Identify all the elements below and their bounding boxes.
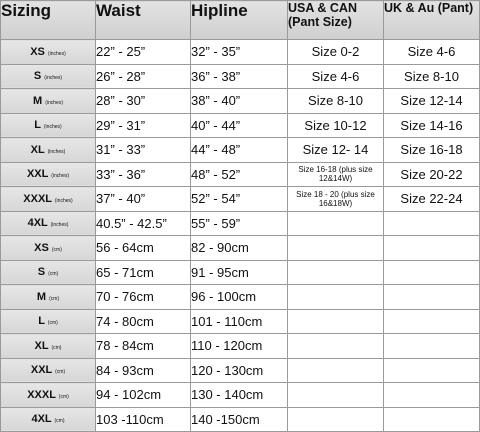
size-unit: (cm) — [51, 344, 62, 351]
size-unit: (inches) — [43, 124, 62, 131]
size-label-cell — [1, 138, 96, 163]
waist-cell: 56 - 64cm — [96, 236, 191, 261]
uk-au-cell: Size 14-16 — [384, 113, 480, 138]
waist-cell: 78 - 84cm — [96, 334, 191, 359]
waist-cell: 70 - 76cm — [96, 285, 191, 310]
usa-can-cell: Size 8-10 — [288, 89, 384, 114]
hipline-cell: 36” - 38” — [191, 64, 288, 89]
size-label: L — [34, 119, 41, 132]
hipline-cell: 110 - 120cm — [191, 334, 288, 359]
usa-can-cell — [288, 236, 384, 261]
size-label-cell — [1, 236, 96, 261]
size-label: XXXL — [23, 192, 52, 205]
uk-au-cell: Size 8-10 — [384, 64, 480, 89]
uk-au-cell — [384, 285, 480, 310]
size-label-cell — [1, 89, 96, 114]
size-label: XS — [34, 241, 49, 254]
hipline-cell: 52” - 54” — [191, 187, 288, 212]
size-label: S — [33, 70, 42, 83]
waist-cell: 22” - 25” — [96, 40, 191, 65]
size-label: XL — [34, 339, 49, 352]
uk-au-cell — [384, 334, 480, 359]
waist-cell: 84 - 93cm — [96, 358, 191, 383]
waist-cell: 40.5” - 42.5” — [96, 211, 191, 236]
table-row — [1, 285, 480, 310]
size-unit: (inches) — [50, 222, 69, 229]
hipline-cell: 91 - 95cm — [191, 260, 288, 285]
uk-au-cell — [384, 358, 480, 383]
header-uk-au: UK & Au (Pant) — [384, 1, 480, 40]
size-label-cell — [1, 334, 96, 359]
usa-can-cell — [288, 334, 384, 359]
usa-can-cell — [288, 260, 384, 285]
table-row — [1, 211, 480, 236]
table-row — [1, 358, 480, 383]
size-unit: (cm) — [54, 418, 65, 425]
hipline-cell: 82 - 90cm — [191, 236, 288, 261]
size-label-cell — [1, 187, 96, 212]
size-label: XXXL — [27, 388, 56, 401]
size-unit: (inches) — [45, 99, 64, 106]
size-label-cell — [1, 113, 96, 138]
hipline-cell: 140 -150cm — [191, 407, 288, 432]
table-row — [1, 138, 480, 163]
waist-cell: 26” - 28” — [96, 64, 191, 89]
size-unit: (cm) — [49, 295, 60, 302]
size-label-cell — [1, 211, 96, 236]
size-label: M — [36, 290, 47, 303]
usa-can-cell — [288, 383, 384, 408]
size-label: 4XL — [31, 413, 52, 426]
size-label-cell — [1, 260, 96, 285]
uk-au-cell — [384, 309, 480, 334]
size-unit: (inches) — [44, 75, 63, 82]
size-unit: (cm) — [55, 369, 66, 376]
waist-cell: 94 - 102cm — [96, 383, 191, 408]
usa-can-cell: Size 12- 14 — [288, 138, 384, 163]
hipline-cell: 40” - 44” — [191, 113, 288, 138]
size-unit: (cm) — [58, 393, 69, 400]
hipline-cell: 32” - 35” — [191, 40, 288, 65]
size-label: XXL — [26, 168, 49, 181]
usa-can-cell: Size 16-18 (plus size 12&14W) — [288, 162, 384, 187]
usa-can-cell — [288, 358, 384, 383]
size-unit: (inches) — [47, 50, 66, 57]
size-unit: (cm) — [48, 271, 59, 278]
table-row — [1, 64, 480, 89]
table-row — [1, 162, 480, 187]
waist-cell: 74 - 80cm — [96, 309, 191, 334]
size-label-cell — [1, 64, 96, 89]
size-unit: (cm) — [51, 246, 62, 253]
size-label-cell — [1, 40, 96, 65]
table-row — [1, 236, 480, 261]
waist-cell: 103 -110cm — [96, 407, 191, 432]
usa-can-cell: Size 4-6 — [288, 64, 384, 89]
hipline-cell: 96 - 100cm — [191, 285, 288, 310]
uk-au-cell — [384, 211, 480, 236]
table-row — [1, 309, 480, 334]
size-unit: (inches) — [51, 173, 70, 180]
hipline-cell: 55” - 59” — [191, 211, 288, 236]
hipline-cell: 38” - 40” — [191, 89, 288, 114]
uk-au-cell: Size 22-24 — [384, 187, 480, 212]
size-label: M — [32, 94, 43, 107]
uk-au-cell — [384, 236, 480, 261]
waist-cell: 31” - 33” — [96, 138, 191, 163]
table-row — [1, 260, 480, 285]
waist-cell: 28” - 30” — [96, 89, 191, 114]
size-unit: (inches) — [54, 197, 73, 204]
usa-can-cell: Size 0-2 — [288, 40, 384, 65]
size-label-cell — [1, 407, 96, 432]
header-usa-can: USA & CAN (Pant Size) — [288, 1, 384, 40]
uk-au-cell: Size 16-18 — [384, 138, 480, 163]
uk-au-cell: Size 20-22 — [384, 162, 480, 187]
size-label-cell — [1, 383, 96, 408]
waist-cell: 65 - 71cm — [96, 260, 191, 285]
size-label: XXL — [30, 364, 53, 377]
table-row — [1, 407, 480, 432]
header-row — [1, 1, 480, 40]
size-label-cell — [1, 162, 96, 187]
size-label: S — [37, 266, 46, 279]
table-row — [1, 89, 480, 114]
uk-au-cell: Size 4-6 — [384, 40, 480, 65]
size-unit: (cm) — [47, 320, 58, 327]
size-label: 4XL — [27, 217, 48, 230]
uk-au-cell: Size 12-14 — [384, 89, 480, 114]
usa-can-cell — [288, 309, 384, 334]
hipline-cell: 101 - 110cm — [191, 309, 288, 334]
table-row — [1, 40, 480, 65]
waist-cell: 29” - 31” — [96, 113, 191, 138]
size-label-cell — [1, 285, 96, 310]
size-unit: (inches) — [47, 148, 66, 155]
usa-can-cell — [288, 407, 384, 432]
header-waist: Waist — [96, 1, 191, 40]
usa-can-cell: Size 10-12 — [288, 113, 384, 138]
usa-can-cell: Size 18 - 20 (plus size 16&18W) — [288, 187, 384, 212]
size-label: XL — [30, 143, 45, 156]
hipline-cell: 48” - 52” — [191, 162, 288, 187]
table-row — [1, 113, 480, 138]
hipline-cell: 44” - 48” — [191, 138, 288, 163]
uk-au-cell — [384, 260, 480, 285]
waist-cell: 33” - 36” — [96, 162, 191, 187]
usa-can-cell — [288, 285, 384, 310]
uk-au-cell — [384, 383, 480, 408]
waist-cell: 37” - 40” — [96, 187, 191, 212]
table-row — [1, 383, 480, 408]
table-row — [1, 187, 480, 212]
uk-au-cell — [384, 407, 480, 432]
usa-can-cell — [288, 211, 384, 236]
size-label-cell — [1, 358, 96, 383]
header-hipline: Hipline — [191, 1, 288, 40]
size-label: L — [38, 315, 45, 328]
header-sizing: Sizing — [1, 1, 96, 40]
hipline-cell: 130 - 140cm — [191, 383, 288, 408]
size-label: XS — [30, 45, 45, 58]
hipline-cell: 120 - 130cm — [191, 358, 288, 383]
size-label-cell — [1, 309, 96, 334]
table-row — [1, 334, 480, 359]
